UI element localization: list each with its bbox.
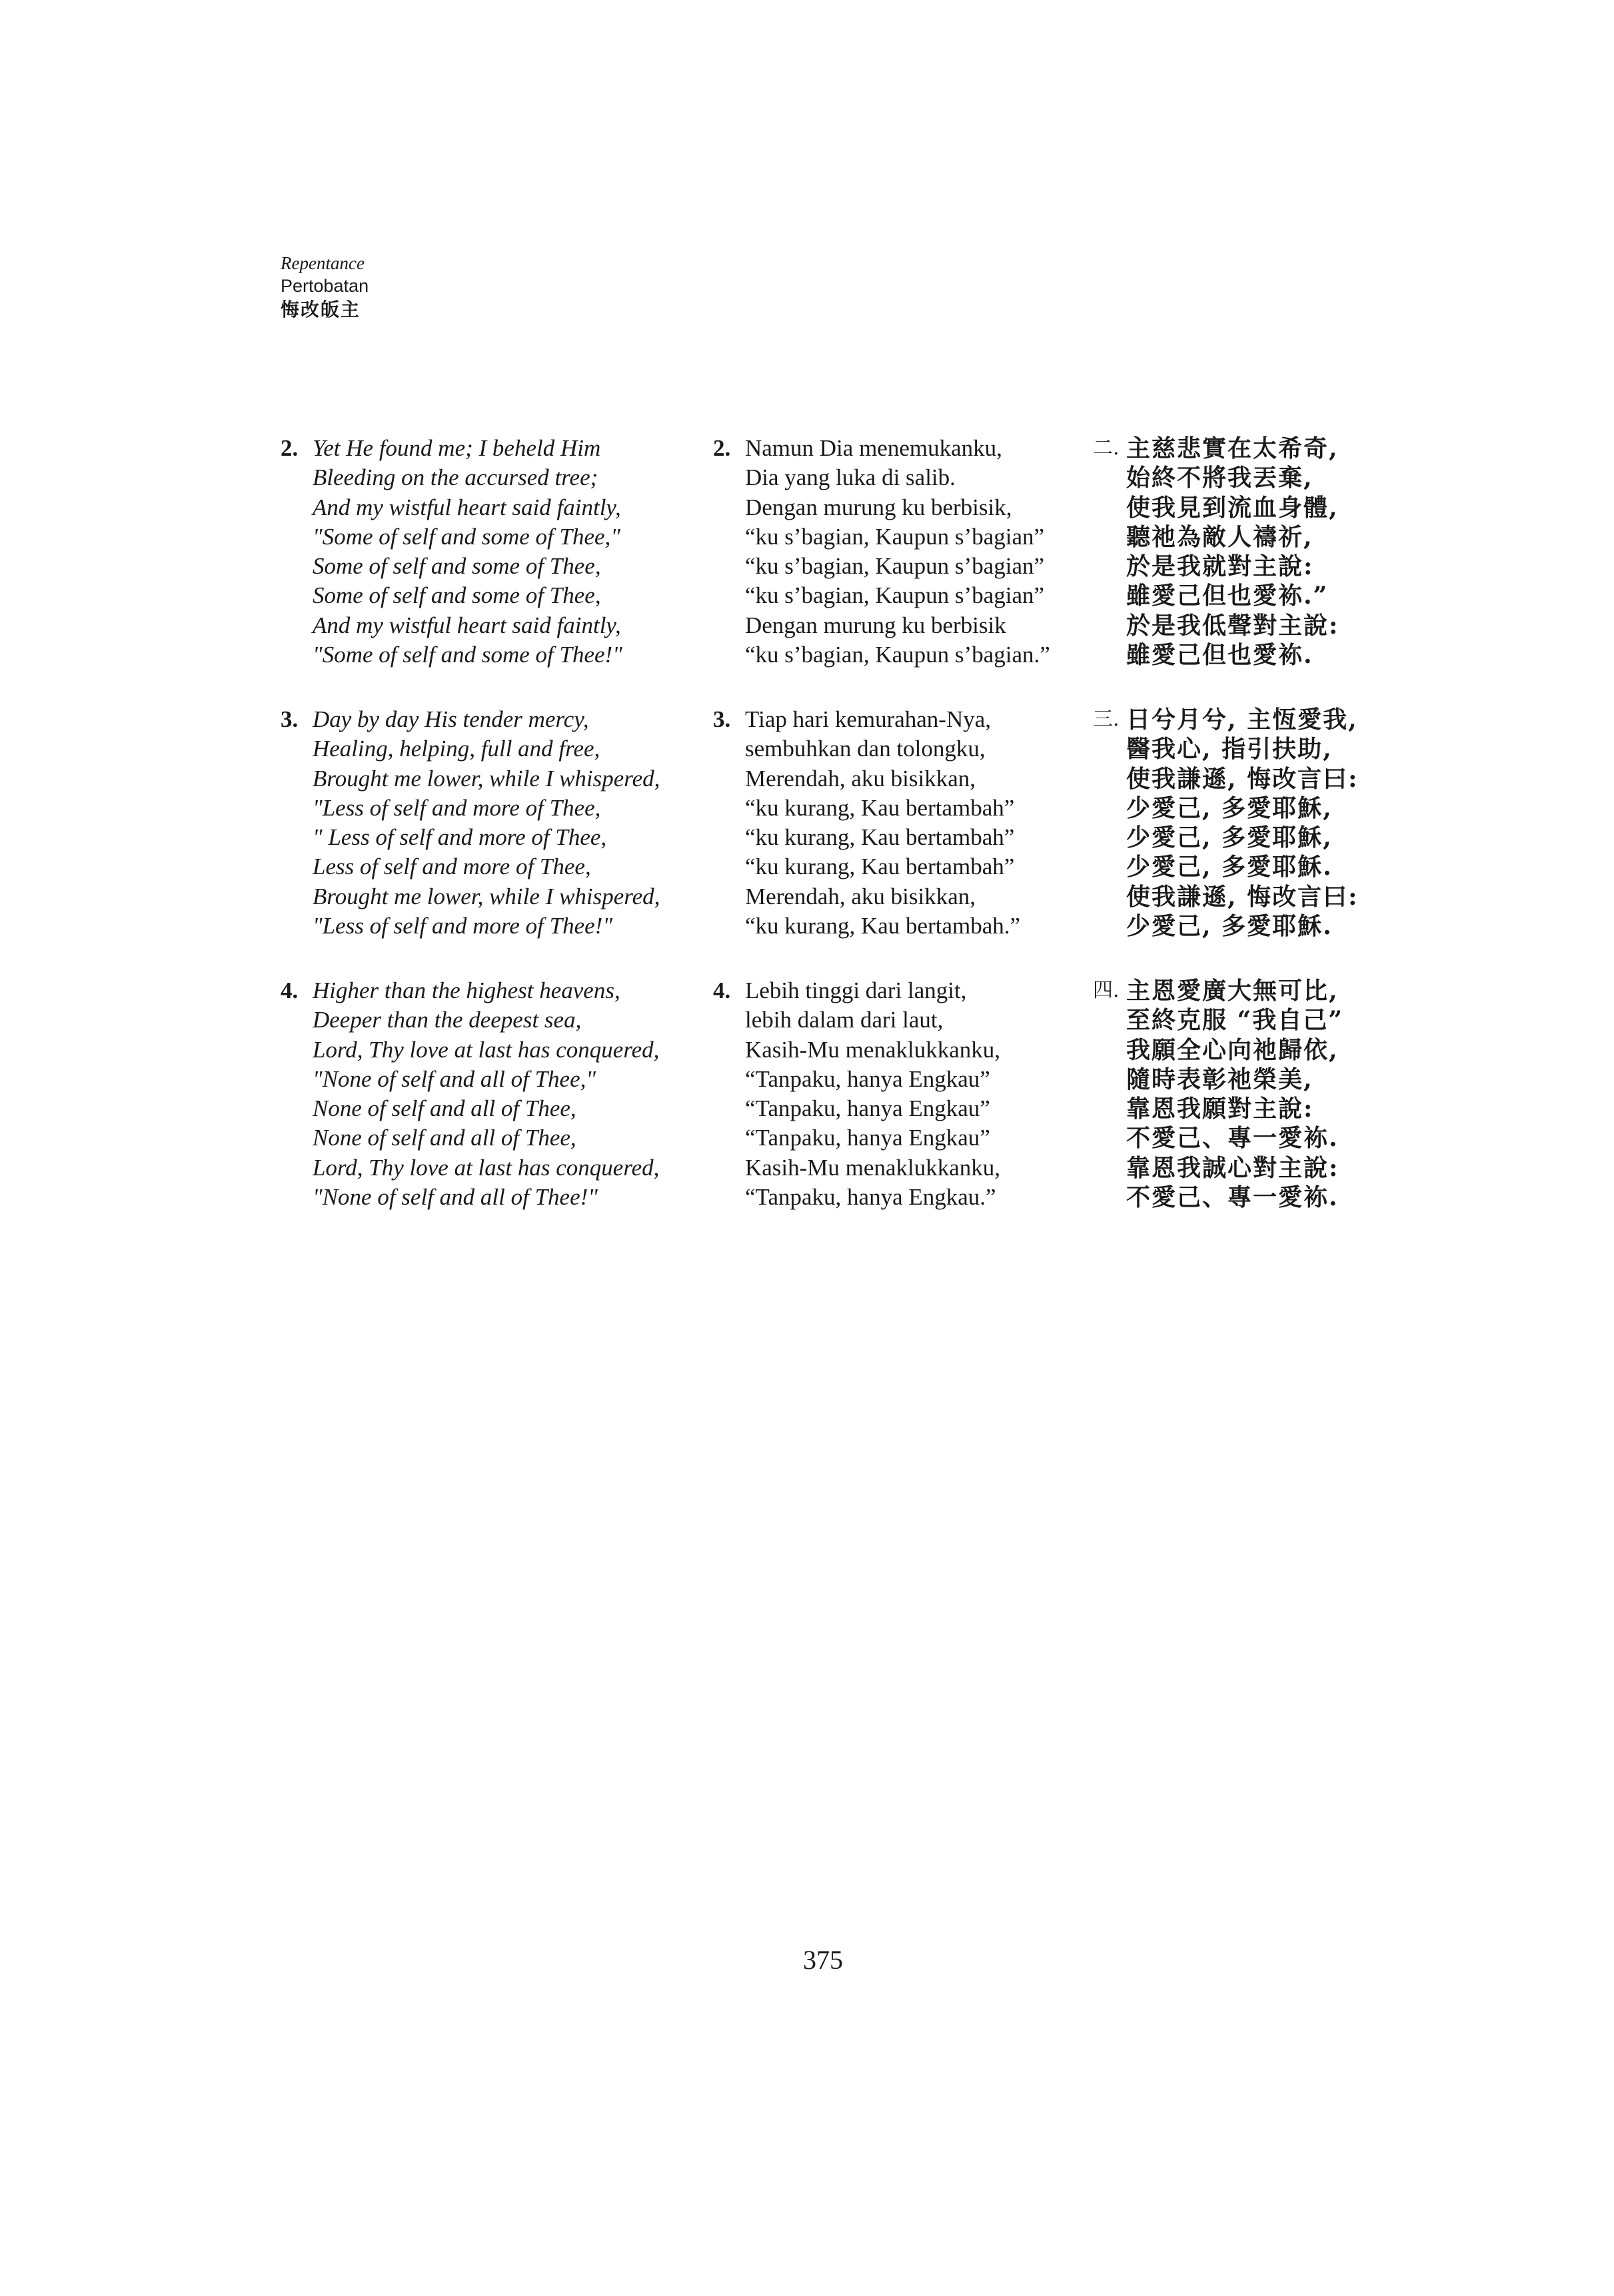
verse-number: 二. — [1093, 436, 1120, 460]
verse-line: Less of self and more of Thee, — [313, 854, 591, 880]
verse-line: 隨時表彰祂榮美, — [1126, 1065, 1313, 1093]
verse-line: Kasih-Mu menaklukkanku, — [745, 1036, 1000, 1063]
verse-line: “Tanpaku, hanya Engkau” — [745, 1095, 990, 1122]
verse-line: “ku s’bagian, Kaupun s’bagian” — [745, 523, 1045, 550]
verse-line: 雖愛己但也愛袮.” — [1126, 582, 1329, 610]
verse-line: Brought me lower, while I whispered, — [313, 883, 660, 909]
category-english: Repentance — [281, 253, 365, 273]
verse-line: 不愛己、專一愛袮. — [1126, 1124, 1339, 1153]
verse-line: Some of self and some of Thee, — [313, 553, 601, 580]
verse-number: 3. — [713, 706, 731, 732]
verse-number: 2. — [713, 435, 731, 461]
verse-line: 於是我低聲對主說: — [1126, 611, 1339, 640]
verse-line: “ku kurang, Kau bertambah.” — [745, 913, 1021, 939]
page-header — [281, 252, 369, 322]
verse-line: 少愛己, 多愛耶穌, — [1126, 824, 1333, 852]
verse-line: Higher than the highest heavens, — [313, 977, 620, 1003]
verse-line: Lord, Thy love at last has conquered, — [313, 1036, 660, 1063]
verse-line: 我願全心向祂歸依, — [1126, 1035, 1339, 1064]
verse-line: 使我謙遜, 悔改言曰: — [1126, 764, 1359, 793]
verse-line: Deeper than the deepest sea, — [313, 1007, 582, 1033]
verse-line: "Less of self and more of Thee, — [313, 794, 601, 821]
verse-line: Dia yang luka di salib. — [745, 464, 956, 491]
verse-line: Namun Dia menemukanku, — [745, 435, 1002, 461]
verse-line: 靠恩我願對主說: — [1126, 1095, 1314, 1123]
verse-line: None of self and all of Thee, — [313, 1125, 576, 1151]
verse-number: 4. — [281, 977, 299, 1003]
verse-line: Brought me lower, while I whispered, — [313, 765, 660, 792]
verse-line: "Less of self and more of Thee!" — [313, 913, 613, 939]
verse-line: lebih dalam dari laut, — [745, 1007, 944, 1033]
verse-number: 四. — [1093, 979, 1120, 1002]
verse-line: "None of self and all of Thee," — [313, 1065, 596, 1092]
verse-line: Some of self and some of Thee, — [313, 582, 601, 609]
verse-line: 少愛己, 多愛耶穌, — [1126, 794, 1333, 822]
verse-line: 聽祂為敵人禱祈, — [1126, 522, 1313, 551]
verse-line: “Tanpaku, hanya Engkau” — [745, 1125, 990, 1151]
verse-line: “Tanpaku, hanya Engkau.” — [745, 1184, 996, 1211]
verse-line: Merendah, aku bisikkan, — [745, 765, 976, 792]
verse-line: Yet He found me; I beheld Him — [313, 435, 601, 461]
verse-line: “ku s’bagian, Kaupun s’bagian.” — [745, 642, 1050, 668]
verse-line: Lord, Thy love at last has conquered, — [313, 1154, 660, 1181]
verse-line: 少愛己, 多愛耶穌. — [1126, 912, 1333, 941]
category-indonesian: Pertobatan — [281, 276, 369, 296]
verse-line: “ku s’bagian, Kaupun s’bagian” — [745, 553, 1045, 580]
verse-line: “ku kurang, Kau bertambah” — [745, 794, 1015, 821]
verse-number: 三. — [1093, 708, 1120, 731]
verse-line: 雖愛己但也愛袮. — [1126, 641, 1313, 670]
category-chinese: 悔改皈主 — [281, 298, 361, 320]
verse-line: “ku kurang, Kau bertambah” — [745, 824, 1015, 851]
verse-line: Dengan murung ku berbisik — [745, 612, 1006, 638]
verse-line: Bleeding on the accursed tree; — [313, 464, 598, 491]
verse-line: 於是我就對主說: — [1126, 552, 1314, 581]
verse-line: 靠恩我誠心對主說: — [1126, 1153, 1339, 1182]
verse-line: “ku kurang, Kau bertambah” — [745, 854, 1015, 880]
verse-line: 少愛己, 多愛耶穌. — [1126, 853, 1333, 881]
verse-number: 4. — [713, 977, 731, 1003]
verse-line: 日兮月兮, 主恆愛我, — [1126, 706, 1358, 734]
verse-line: Lebih tinggi dari langit, — [745, 977, 967, 1003]
verse-line: 主恩愛廣大無可比, — [1126, 977, 1339, 1005]
verse-line: Merendah, aku bisikkan, — [745, 883, 976, 909]
verse-line: Day by day His tender mercy, — [313, 706, 589, 732]
verse-line: Kasih-Mu menaklukkanku, — [745, 1154, 1000, 1181]
verse-line: sembuhkan dan tolongku, — [745, 736, 986, 762]
verse-line: And my wistful heart said faintly, — [313, 612, 621, 638]
verse-line: "Some of self and some of Thee," — [313, 523, 620, 550]
verse-line: None of self and all of Thee, — [313, 1095, 576, 1122]
verse-line: "Some of self and some of Thee!" — [313, 642, 622, 668]
verse-number: 2. — [281, 435, 299, 461]
verse-line: 至終克服 “我自己” — [1126, 1006, 1343, 1035]
verse-line: 醫我心, 指引扶助, — [1126, 735, 1333, 764]
verse-line: " Less of self and more of Thee, — [313, 824, 607, 851]
verse-line: "None of self and all of Thee!" — [313, 1184, 598, 1211]
verse-line: Tiap hari kemurahan-Nya, — [745, 706, 992, 732]
page-number: 375 — [803, 1945, 843, 1975]
verse-line: Healing, helping, full and free, — [313, 736, 600, 762]
verse-line: 使我見到流血身體, — [1126, 493, 1339, 522]
verse-number: 3. — [281, 706, 299, 732]
verse-line: 不愛己、專一愛袮. — [1126, 1183, 1339, 1212]
verse-line: 主慈悲實在太希奇, — [1126, 434, 1339, 462]
verse-line: 使我謙遜, 悔改言曰: — [1126, 882, 1359, 911]
verse-line: 始終不將我丟棄, — [1126, 464, 1313, 492]
verse-line: “Tanpaku, hanya Engkau” — [745, 1065, 990, 1092]
verse-line: And my wistful heart said faintly, — [313, 494, 621, 520]
verse-line: Dengan murung ku berbisik, — [745, 494, 1012, 520]
verse-line: “ku s’bagian, Kaupun s’bagian” — [745, 582, 1045, 609]
